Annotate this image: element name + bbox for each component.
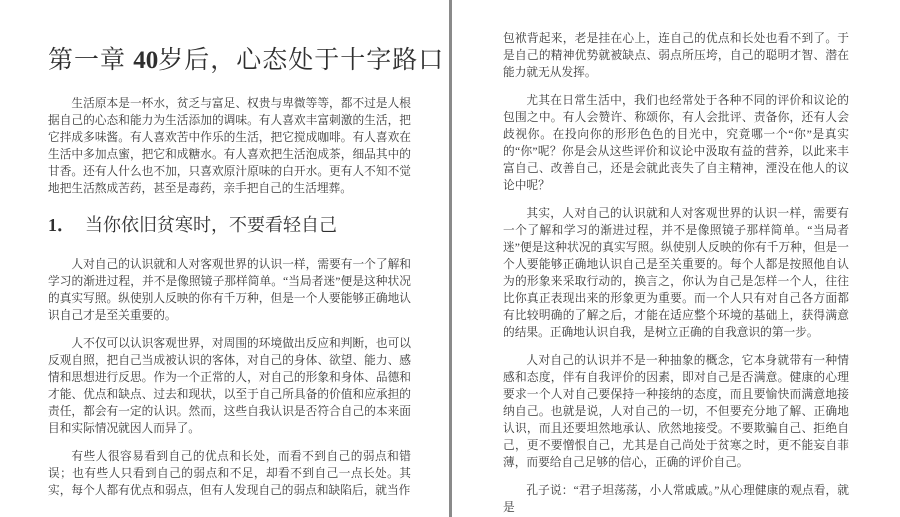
chapter-title-prefix: 第一章 [48, 47, 134, 74]
paragraph: 尤其在日常生活中，我们也经常处于各种不同的评价和议论的包围之中。有人会赞许、称颂你，有人会批评、责备你，还有人会歧视你。在投向你的形形色色的目光中，究竟哪一个“你”是真实的“你”呢？你是会从这些评价和议论中汲取有益的营养，以此来丰富自己、改善自己，还是会就此丧失了自主精神，湮没在他人的议论中呢？ [503, 94, 849, 192]
paragraph: 人对自己的认识并不是一种抽象的概念，它本身就带有一种情感和态度，伴有自我评价的因素，即对自己是否满意。健康的心理要求一个人对自己要保持一种接纳的态度，而且要愉快而满意地接纳自己。也就是说，人对自己的一切，不但要充分地了解、正确地认识，而且还要坦然地承认、欣然地接受。不要欺骗自己、拒绝自己，更不要憎恨自己，尤其是自己尚处于贫寒之时，更不能妄自菲薄，而要给自己足够的信心，正确的评价自己。 [503, 354, 849, 469]
paragraph: 有些人很容易看到自己的优点和长处，而看不到自己的弱点和错误；也有些人只看到自己的弱点和不足，却看不到自己一点长处。其实，每个人都有优点和弱点，但有人发现自己的弱点和缺陷后，就当作 [48, 450, 411, 497]
page-divider [449, 0, 452, 517]
paragraph-continuation: 包袱背起来，老是挂在心上，连自己的优点和长处也看不到了。于是自己的精神优势就被缺点、弱点所压垮，自己的聪明才智、潜在能力就无从发挥。 [503, 32, 849, 79]
paragraph: 人对自己的认识就和人对客观世界的认识一样，需要有一个了解和学习的渐进过程，并不是像照镜子那样简单。“当局者迷”便是这种状况的真实写照。纵使别人反映的你有千万种，但是一个人要能够正确地认识自己才是至关重要的。 [48, 258, 411, 322]
section-heading [48, 211, 411, 237]
section-title: 当你依旧贫寒时，不要看轻自己 [85, 215, 337, 235]
section-number: 1． [48, 215, 75, 235]
chapter-title-suffix: 岁后，心态处于十字路口 [158, 47, 445, 74]
paragraph: 人不仅可以认识客观世界，对周围的环境做出反应和判断，也可以反观自照，把自己当成被认识的客体，对自己的身体、欲望、能力、感情和思想进行反思。作为一个正常的人，对自己的形象和身体、品德和才能、优点和缺点、过去和现状，以至于自己所具备的价值和应承担的责任，都会有一定的认识。然而，这些自我认识是否符合自己的本来面目和实际情况就因人而异了。 [48, 337, 411, 435]
paragraph: 孔子说：“君子坦荡荡，小人常戚戚。”从心理健康的观点看，就是 [503, 484, 849, 514]
chapter-title-number: 40 [133, 47, 159, 74]
right-page [503, 0, 849, 517]
intro-paragraph: 生活原本是一杯水，贫乏与富足、权贵与卑微等等，都不过是人根据自己的心态和能力为生活添加的调味。有人喜欢丰富刺激的生活，把它拌成多味酱。有人喜欢苦中作乐的生活，把它搅成咖啡。有人喜欢在生活中多加点蜜，把它和成糖水。有人喜欢把生活泡成茶，细品其中的甘香。还有人什么也不加，只喜欢原汁原味的白开水。更有人不知不觉地把生活熬成苦药，甚至是毒药，亲手把自己的生活埋葬。 [48, 97, 411, 195]
left-page [48, 0, 445, 510]
chapter-title [48, 40, 445, 76]
paragraph: 其实，人对自己的认识就和人对客观世界的认识一样，需要有一个了解和学习的渐进过程，并不是像照镜子那样简单。“当局者迷”便是这种状况的真实写照。纵使别人反映的你有千万种，但是一个人要能够正确地认识自己是至关重要的。每个人都是按照他自认为的形象来采取行动的，换言之，你认为自己是怎样一个人，往往比你真正表现出来的形象更为重要。而一个人只有对自己各方面都有比较明确的了解之后，才能在适应整个环境的基础上，获得满意的结果。正确地认识自我，是树立正确的自我意识的第一步。 [503, 207, 849, 339]
